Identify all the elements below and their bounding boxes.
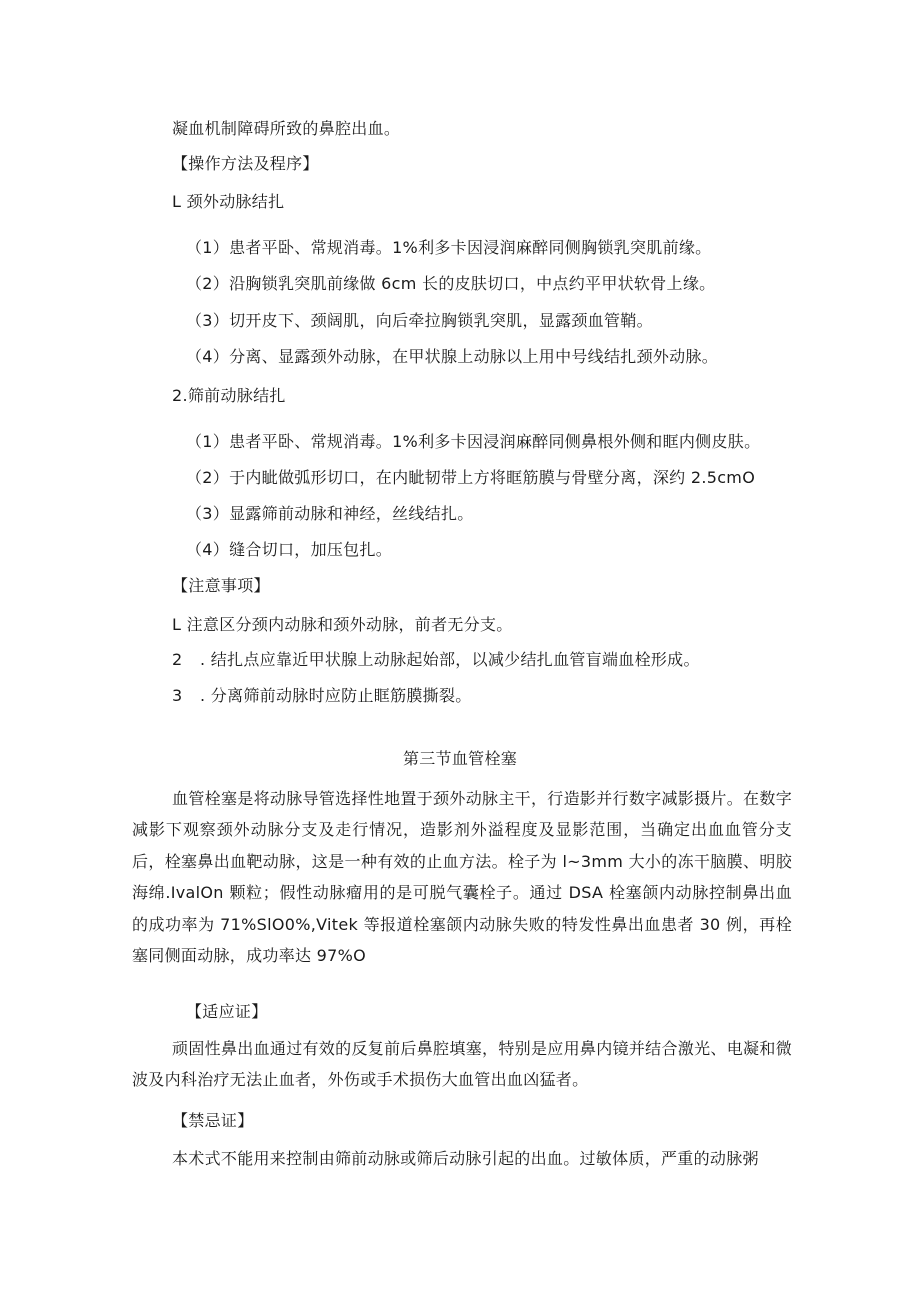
note-text-3: . 分离筛前动脉时应防止眶筋膜撕裂。 <box>200 686 472 705</box>
note-item-3 <box>172 686 472 706</box>
sub2-step-1: （1）患者平卧、常规消毒。1%利多卡因浸润麻醉同侧鼻根外侧和眶内侧皮肤。 <box>186 432 761 451</box>
note-number-1: L <box>172 615 182 634</box>
note-item-1 <box>172 615 513 635</box>
indication-text: 顽固性鼻出血通过有效的反复前后鼻腔填塞，特别是应用鼻内镜并结合激光、电凝和微波及内科治疗无法止血者，外伤或手术损伤大血管出血凶猛者。 <box>132 1039 792 1090</box>
sub2-step-2: （2）于内眦做弧形切口，在内眦韧带上方将眶筋膜与骨壁分离，深约 2.5cmO <box>186 468 756 487</box>
sub2-step-3: （3）显露筛前动脉和神经，丝线结扎。 <box>186 504 474 523</box>
contraindication-text: 本术式不能用来控制由筛前动脉或筛后动脉引起的出血。过敏体质，严重的动脉粥 <box>172 1149 759 1168</box>
sub1-title: L 颈外动脉结扎 <box>172 192 285 211</box>
contraindication-heading: 【禁忌证】 <box>172 1111 254 1130</box>
notes-heading: 【注意事项】 <box>172 576 270 595</box>
sub1-step-1: （1）患者平卧、常规消毒。1%利多卡因浸润麻醉同侧胸锁乳突肌前缘。 <box>186 238 712 257</box>
indication-heading: 【适应证】 <box>186 1002 268 1021</box>
sub2-title: 2.筛前动脉结扎 <box>172 386 286 405</box>
embolization-intro: 血管栓塞是将动脉导管选择性地置于颈外动脉主干，行造影并行数字减影摄片。在数字减影下观察颈外动脉分支及走行情况，造影剂外溢程度及显影范围，当确定出血血管分支后，栓塞鼻出血靶动脉，这是一种有效的止血方法。栓子为 l~3mm 大小的冻干脑膜、明胶海绵.IvalOn 颗粒；假性动脉瘤用的是可脱气囊栓子。通过 DSA 栓塞颌内动脉控制鼻出血的成功率为 71%SlO0%,Vitek 等报道栓塞颌内动脉失败的特发性鼻出血患者 30 例，再栓塞同侧面动脉，成功率达 97%O <box>132 789 792 966</box>
sub1-step-4: （4）分离、显露颈外动脉，在甲状腺上动脉以上用中号线结扎颈外动脉。 <box>186 347 719 366</box>
note-item-2 <box>172 650 700 670</box>
note-text-1: 注意区分颈内动脉和颈外动脉，前者无分支。 <box>186 615 513 634</box>
note-number-3: 3 <box>172 686 183 705</box>
sub1-step-3: （3）切开皮下、颈阔肌，向后牵拉胸锁乳突肌，显露颈血管鞘。 <box>186 311 653 330</box>
note-number-2: 2 <box>172 650 183 669</box>
method-heading: 【操作方法及程序】 <box>172 154 319 173</box>
sub1-step-2: （2）沿胸锁乳突肌前缘做 6cm 长的皮肤切口，中点约平甲状软骨上缘。 <box>186 274 716 293</box>
section-title: 第三节血管栓塞 <box>402 749 518 768</box>
note-text-2: . 结扎点应靠近甲状腺上动脉起始部，以减少结扎血管盲端血栓形成。 <box>200 650 700 669</box>
sub2-step-4: （4）缝合切口，加压包扎。 <box>186 540 393 559</box>
intro-tail: 凝血机制障碍所致的鼻腔出血。 <box>172 119 401 138</box>
